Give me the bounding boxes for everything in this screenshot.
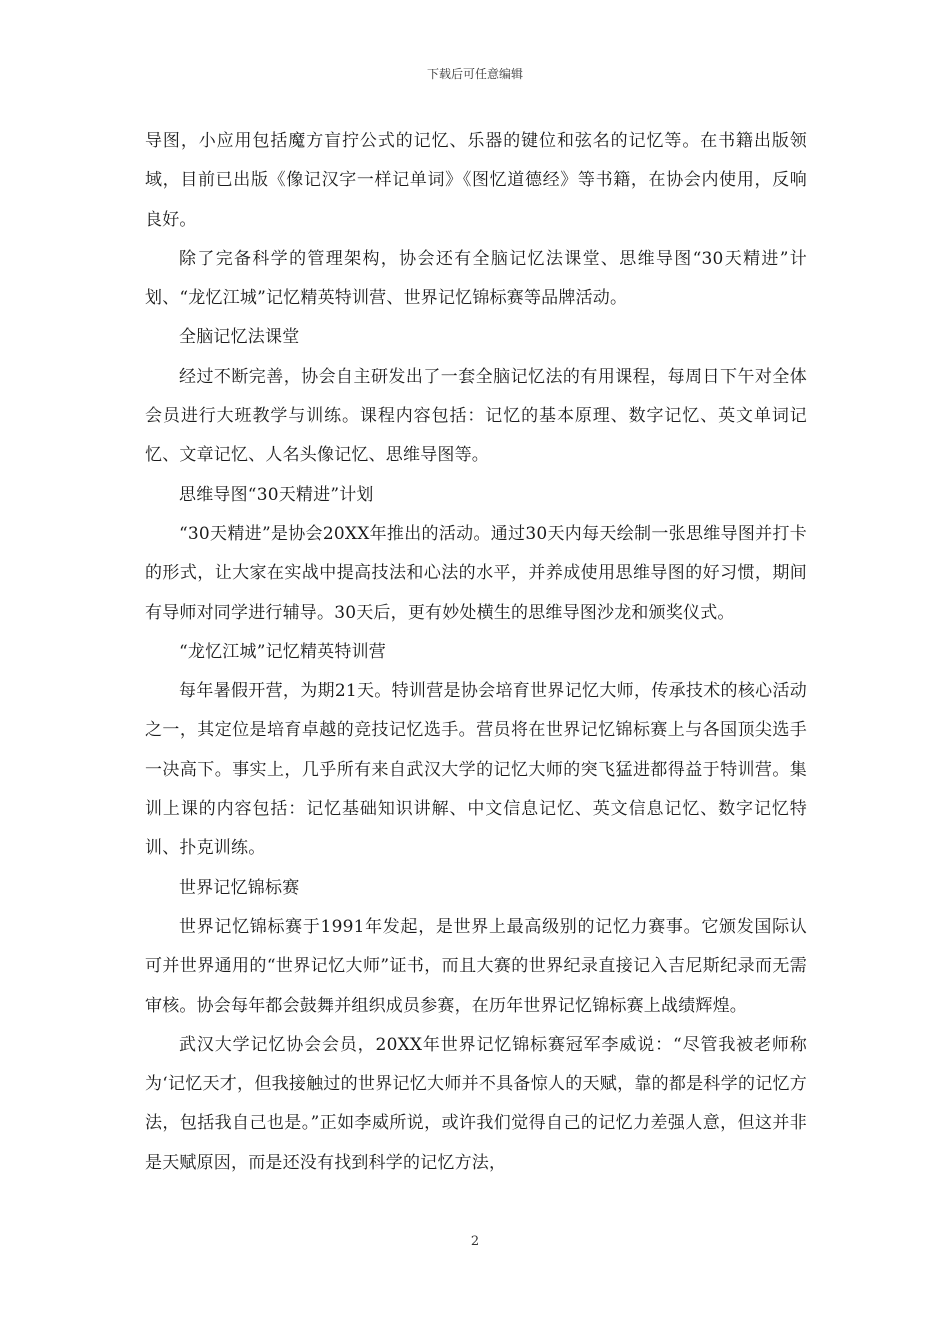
paragraph-whole-brain-class: 经过不断完善，协会自主研发出了一套全脑记忆法的有用课程，每周日下午对全体会员进行大班教学与训练。课程内容包括：记忆的基本原理、数字记忆、英文单词记忆、文章记忆、人名头像记忆、思维导图等。 bbox=[145, 366, 807, 466]
paragraph-championship: 世界记忆锦标赛于1991年发起，是世界上最高级别的记忆力赛事。它颁发国际认可并世界通用的“世界记忆大师”证书，而且大赛的世界纪录直接记入吉尼斯纪录而无需审核。协会每年都会鼓舞并组织成员参赛，在历年世界记忆锦标赛上战绩辉煌。 bbox=[145, 916, 807, 1016]
paragraph-continuation: 导图，小应用包括魔方盲拧公式的记忆、乐器的键位和弦名的记忆等。在书籍出版领域，目前已出版《像记汉字一样记单词》《图忆道德经》等书籍，在协会内使用，反响良好。 bbox=[145, 131, 807, 230]
section-heading-whole-brain-class: 全脑记忆法课堂 bbox=[179, 327, 300, 348]
section-heading-championship: 世界记忆锦标赛 bbox=[179, 877, 300, 898]
document-body bbox=[145, 122, 807, 1183]
section-heading-training-camp: “龙忆江城”记忆精英特训营 bbox=[179, 641, 386, 662]
paragraph-brand-activities: 除了完备科学的管理架构，协会还有全脑记忆法课堂、思维导图“30天精进”计划、“龙忆江城”记忆精英特训营、世界记忆锦标赛等品牌活动。 bbox=[145, 248, 807, 309]
paragraph-30-day-plan: “30天精进”是协会20XX年推出的活动。通过30天内每天绘制一张思维导图并打卡的形式，让大家在实战中提高技法和心法的水平，并养成使用思维导图的好习惯，期间有导师对同学进行辅导。30天后，更有妙处横生的思维导图沙龙和颁奖仪式。 bbox=[145, 523, 807, 623]
paragraph-training-camp: 每年暑假开营，为期21天。特训营是协会培育世界记忆大师，传承技术的核心活动之一，其定位是培育卓越的竞技记忆选手。营员将在世界记忆锦标赛上与各国顶尖选手一决高下。事实上，几乎所有来自武汉大学的记忆大师的突飞猛进都得益于特训营。集训上课的内容包括：记忆基础知识讲解、中文信息记忆、英文信息记忆、数字记忆特训、扑克训练。 bbox=[145, 681, 807, 859]
page-number: 2 bbox=[470, 1234, 480, 1249]
section-heading-30-day-plan: 思维导图“30天精进”计划 bbox=[179, 484, 374, 505]
paragraph-quote-li-wei: 武汉大学记忆协会会员，20XX年世界记忆锦标赛冠军李威说：“尽管我被老师称为‘记忆天才，但我接触过的世界记忆大师并不具备惊人的天赋，靠的都是科学的记忆方法，包括我自己也是。”正如李威所说，或许我们觉得自己的记忆力差强人意，但这并非是天赋原因，而是还没有找到科学的记忆方法， bbox=[145, 1034, 807, 1173]
page-header: 下载后可任意编辑 bbox=[426, 67, 523, 81]
